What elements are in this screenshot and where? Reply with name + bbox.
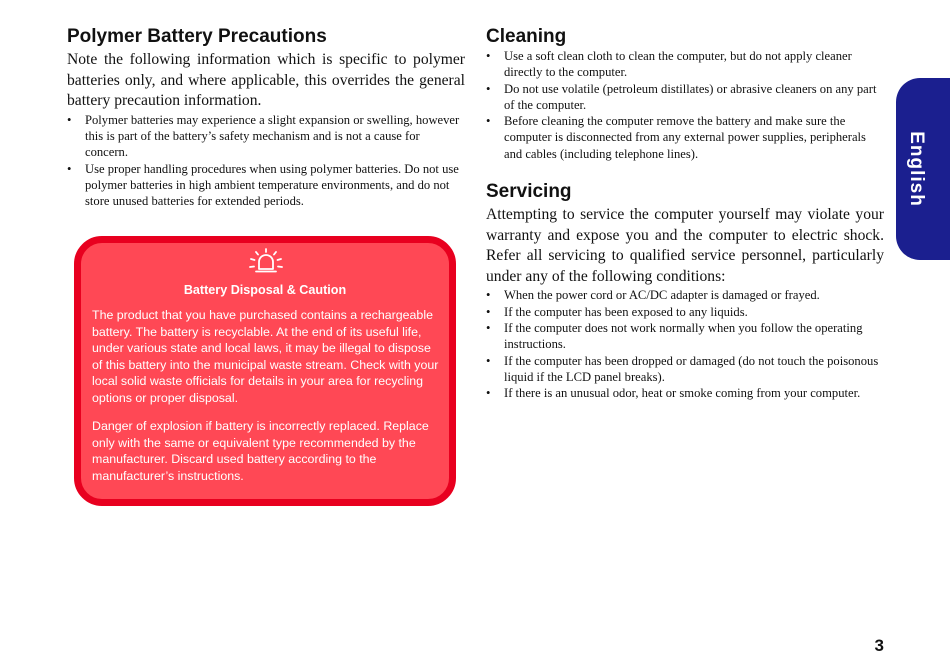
list-item-text: If the computer has been dropped or damaged (do not touch the poisonous liquid if the LCD panel breaks).	[504, 353, 879, 384]
bullet-glyph: •	[486, 114, 491, 129]
language-label-wrapper	[896, 78, 936, 260]
language-label: English	[906, 131, 927, 207]
list-item	[67, 112, 465, 161]
list-item-text: Polymer batteries may experience a slight expansion or swelling, however this is part of the battery’s safety mechanism and is not a cause for concern.	[85, 112, 460, 160]
bullet-glyph: •	[486, 81, 491, 96]
list-item-text: Use a soft clean cloth to clean the computer, but do not apply cleaner directly to the computer.	[504, 49, 852, 80]
list-item	[486, 385, 884, 401]
polymer-battery-title: Polymer Battery Precautions	[67, 26, 327, 47]
list-item-text: If the computer does not work normally when you follow the operating instructions.	[504, 321, 863, 352]
polymer-battery-section	[67, 26, 465, 210]
servicing-intro: Attempting to service the computer yourself may violate your warranty and expose you and the computer to electric shock. Refer all servicing to qualified service personnel, particularly under any of the following conditions:	[486, 206, 884, 285]
servicing-list	[486, 287, 884, 401]
bullet-glyph: •	[486, 353, 491, 368]
polymer-battery-intro: Note the following information which is specific to polymer batteries only, and where applicable, this overrides the general battery precaution information.	[67, 51, 465, 110]
list-item-text: Use proper handling procedures when using polymer batteries. Do not use polymer batteries in high ambient temperature environments, and do not store unused batteries for extended periods.	[85, 161, 459, 209]
bullet-glyph: •	[67, 112, 72, 127]
warning-title: Battery Disposal & Caution	[183, 283, 347, 297]
list-item-text: When the power cord or AC/DC adapter is damaged or frayed.	[504, 288, 820, 303]
list-item	[486, 113, 884, 162]
cleaning-list	[486, 48, 884, 162]
bullet-glyph: •	[486, 304, 491, 319]
list-item-text: Before cleaning the computer remove the battery and make sure the computer is disconnected from any external power supplies, peripherals and cables (including telephone lines).	[504, 114, 866, 161]
bullet-glyph: •	[67, 161, 72, 176]
list-item	[486, 287, 884, 303]
list-item	[486, 353, 884, 386]
list-item-text: If the computer has been exposed to any liquids.	[504, 304, 748, 319]
warning-lamp-icon	[248, 247, 284, 277]
page-number: 3	[874, 636, 884, 655]
list-item	[486, 48, 884, 81]
list-item-text: If there is an unusual odor, heat or smoke coming from your computer.	[504, 386, 861, 401]
list-item	[486, 320, 884, 353]
cleaning-servicing-column	[486, 26, 884, 402]
bullet-glyph: •	[486, 49, 491, 63]
cleaning-title: Cleaning	[486, 26, 567, 47]
list-item	[486, 81, 884, 114]
warning-paragraph-recycling: The product that you have purchased contains a rechargeable battery. The battery is recyclable. At the end of its useful life, under various state and local laws, it may be illegal to dispose of this battery into the municipal waste stream. Check with your local solid waste officials for details in your area for recycling options or proper disposal.	[92, 308, 439, 405]
battery-disposal-caution-box	[74, 236, 456, 506]
language-side-tab	[896, 78, 950, 260]
servicing-title: Servicing	[486, 181, 572, 203]
bullet-glyph: •	[486, 288, 491, 303]
list-item	[486, 304, 884, 320]
warning-paragraph-explosion: Danger of explosion if battery is incorrectly replaced. Replace only with the same or equivalent type recommended by the manufacturer. Discard used battery according to the manufacturer’s instructions.	[92, 419, 429, 483]
bullet-glyph: •	[486, 386, 491, 401]
polymer-battery-list	[67, 112, 465, 210]
list-item	[67, 161, 465, 210]
list-item-text: Do not use volatile (petroleum distillates) or abrasive cleaners on any part of the computer.	[504, 81, 877, 112]
bullet-glyph: •	[486, 321, 491, 336]
